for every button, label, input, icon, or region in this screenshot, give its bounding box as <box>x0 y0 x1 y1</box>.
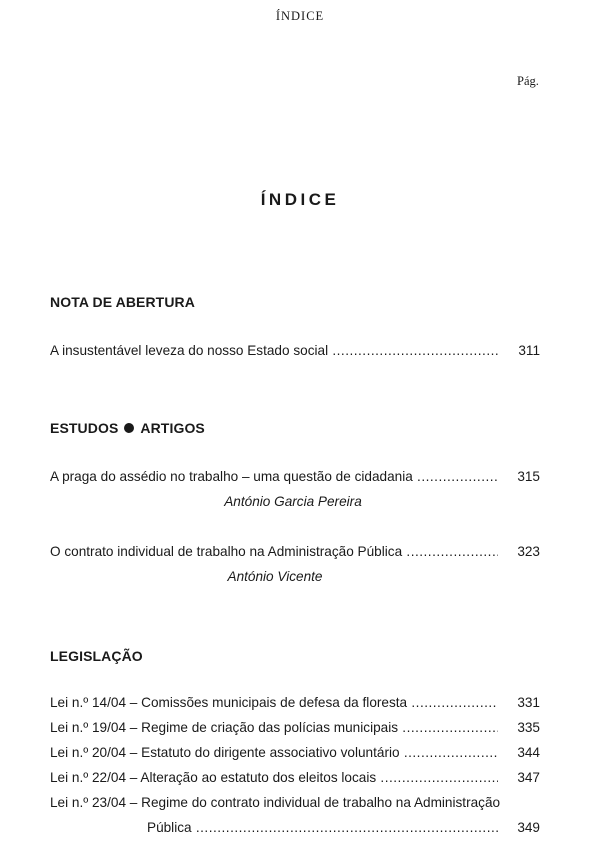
toc-entry[interactable] <box>50 695 540 715</box>
section-heading-estudos <box>50 420 205 436</box>
toc-entry-title: Lei n.º 19/04 – Regime de criação das polícias municipais ..... <box>50 720 498 735</box>
running-header: ÍNDICE <box>275 9 325 23</box>
toc-entry[interactable] <box>50 544 540 564</box>
toc-entry-author: António Garcia Pereira <box>224 494 362 509</box>
toc-entry-page: 311 <box>518 343 540 358</box>
section-heading-nota: NOTA DE ABERTURA <box>50 294 195 310</box>
toc-entry-title: Lei n.º 22/04 – Alteração ao estatuto dos eleitos locais ..... <box>50 770 498 785</box>
toc-entry-title: A praga do assédio no trabalho – uma questão de cidadania ..... <box>50 469 498 484</box>
section-heading-legislacao: LEGISLAÇÃO <box>50 648 143 664</box>
toc-entry-title: A insustentável leveza do nosso Estado social ..... <box>50 343 498 358</box>
section-heading-left: ESTUDOS <box>50 420 119 436</box>
toc-entry[interactable] <box>50 745 540 765</box>
toc-entry-page: 335 <box>517 720 540 735</box>
toc-entry-continuation[interactable] <box>147 820 540 840</box>
toc-entry-title: O contrato individual de trabalho na Administração Pública ..... <box>50 544 498 559</box>
toc-entry-author: António Vicente <box>227 569 323 584</box>
toc-entry[interactable] <box>50 770 540 790</box>
toc-entry-title: Lei n.º 14/04 – Comissões municipais de defesa da floresta ..... <box>50 695 498 710</box>
toc-entry[interactable] <box>50 720 540 740</box>
toc-entry-title: Lei n.º 20/04 – Estatuto do dirigente associativo voluntário ..... <box>50 745 498 760</box>
page-column-label: Pág. <box>517 74 539 88</box>
toc-entry-page: 331 <box>517 695 540 710</box>
toc-entry-title-cont: Pública ..... <box>147 820 498 835</box>
toc-entry[interactable] <box>50 795 540 815</box>
toc-entry-page: 347 <box>517 770 540 785</box>
bullet-icon <box>124 423 134 433</box>
page-title: ÍNDICE <box>260 190 340 209</box>
toc-entry-page: 323 <box>517 544 540 559</box>
toc-entry-title: Lei n.º 23/04 – Regime do contrato individual de trabalho na Administração <box>50 795 501 810</box>
toc-entry[interactable] <box>50 343 540 363</box>
section-heading-right: ARTIGOS <box>140 420 205 436</box>
toc-entry-page: 344 <box>517 745 540 760</box>
toc-entry-page: 315 <box>517 469 540 484</box>
toc-entry-page: 349 <box>517 820 540 835</box>
toc-entry[interactable] <box>50 469 540 489</box>
